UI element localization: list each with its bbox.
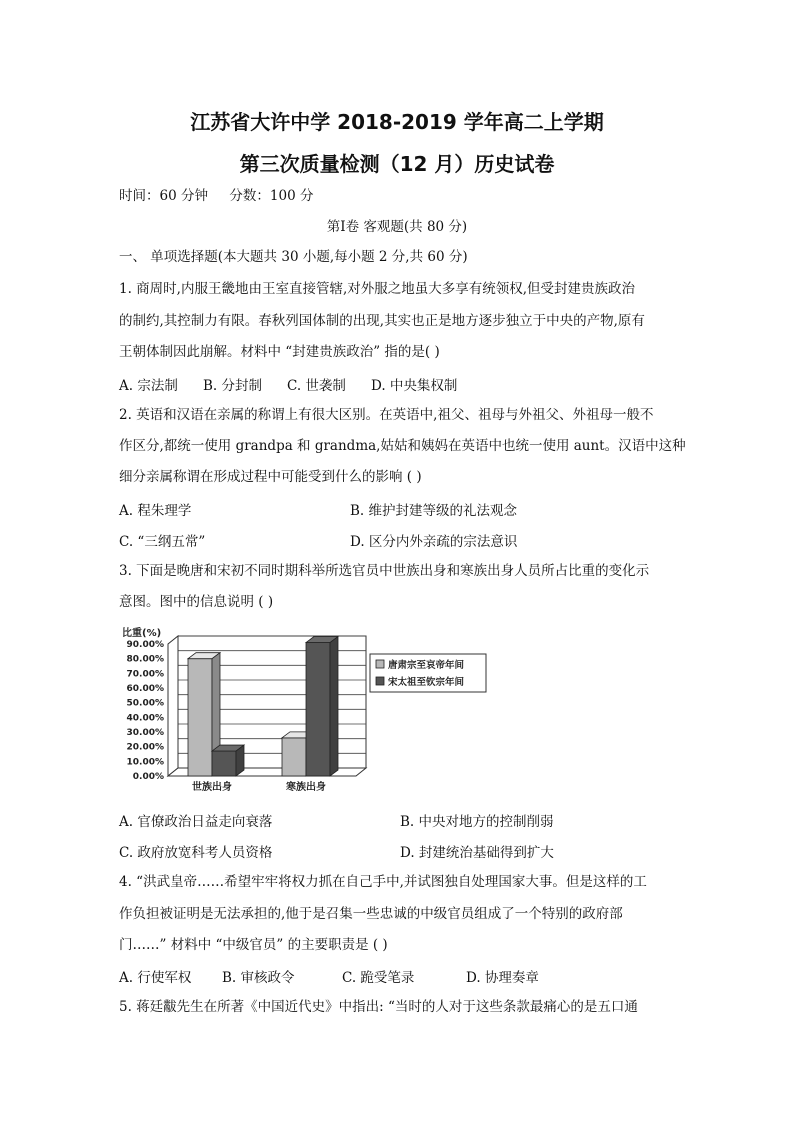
chart-y-tick-label: 60.00%: [126, 684, 164, 694]
chart-y-tick-label: 0.00%: [132, 772, 164, 782]
question-3-option-d[interactable]: D. 封建统治基础得到扩大: [400, 845, 554, 861]
question-1-line: 王朝体制因此崩解。材料中 “封建贵族政治” 指的是( ): [119, 344, 440, 360]
question-4-option-d[interactable]: D. 协理奏章: [466, 970, 539, 986]
chart-y-tick-label: 90.00%: [126, 640, 164, 650]
question-2-line: 细分亲属称谓在形成过程中可能受到什么的影响 ( ): [119, 469, 422, 485]
chart-legend-label: 唐肃宗至哀帝年间: [388, 660, 465, 671]
question-2-option-d[interactable]: D. 区分内外亲疏的宗法意识: [350, 534, 518, 550]
question-3-option-b[interactable]: B. 中央对地方的控制削弱: [400, 814, 554, 830]
chart-legend-swatch: [376, 677, 384, 685]
chart-y-tick-label: 20.00%: [126, 742, 164, 753]
question-4-option-a[interactable]: A. 行使军权: [119, 970, 192, 986]
question-3-line: 3. 下面是晚唐和宋初不同时期科举所选官员中世族出身和寒族出身人员所占比重的变化示: [119, 563, 650, 579]
chart-legend-label: 宋太祖至钦宗年间: [388, 677, 465, 688]
chart-y-tick-label: 10.00%: [126, 757, 164, 768]
part-heading: 一、 单项选择题(本大题共 30 小题,每小题 2 分,共 60 分): [119, 249, 468, 265]
question-4-line: 4. “洪武皇帝……希望牢牢将权力抓在自己手中,并试图独自处理国家大事。但是这样的工: [119, 874, 647, 890]
section-title: 第Ⅰ卷 客观题(共 80 分): [326, 219, 468, 235]
chart-y-tick-label: 70.00%: [126, 669, 164, 680]
chart-y-axis-label: 比重(%): [122, 628, 162, 639]
chart-side-wall: [168, 636, 178, 776]
chart-y-tick-label: 30.00%: [126, 728, 164, 738]
question-3-option-a[interactable]: A. 官僚政治日益走向衰落: [119, 814, 273, 830]
question-4-line: 作负担被证明是无法承担的,他于是召集一些忠诚的中级官员组成了一个特别的政府部: [119, 906, 623, 922]
chart-legend-swatch: [376, 660, 384, 668]
question-1-option-d[interactable]: D. 中央集权制: [371, 378, 458, 394]
question-3-option-c[interactable]: C. 政府放宽科考人员资格: [119, 845, 273, 861]
question-4-option-c[interactable]: C. 跪受笔录: [342, 970, 415, 986]
question-2-line: 作区分,都统一使用 grandpa 和 grandma,姑姑和姨妈在英语中也统一使用 aunt。汉语中这种: [119, 438, 686, 454]
question-1-option-c[interactable]: C. 世袭制: [287, 378, 346, 394]
question-3-chart: [118, 624, 498, 804]
question-2-option-b[interactable]: B. 维护封建等级的礼法观念: [350, 503, 518, 519]
exam-time-score: 时间：60 分钟 分数：100 分: [119, 188, 314, 204]
question-4-line: 门……” 材料中 “中级官员” 的主要职责是 ( ): [119, 937, 388, 953]
chart-x-tick-label: 世族出身: [192, 782, 232, 793]
chart-bar: [212, 745, 244, 776]
chart-y-tick-label: 50.00%: [126, 698, 164, 709]
chart-x-tick-label: 寒族出身: [286, 782, 326, 793]
question-2-line: 2. 英语和汉语在亲属的称谓上有很大区别。在英语中,祖父、祖母与外祖父、外祖母一般不: [119, 407, 654, 423]
question-1-option-a[interactable]: A. 宗法制: [119, 378, 178, 394]
exam-title-line2: 第三次质量检测（12 月）历史试卷: [239, 152, 555, 176]
chart-y-tick-label: 40.00%: [126, 713, 164, 724]
exam-title-line1: 江苏省大许中学 2018-2019 学年高二上学期: [190, 110, 604, 134]
chart-bar: [306, 637, 338, 776]
question-2-option-c[interactable]: C. “三纲五常”: [119, 534, 206, 550]
chart-y-tick-label: 80.00%: [126, 654, 164, 665]
question-2-option-a[interactable]: A. 程朱理学: [119, 503, 192, 519]
question-1-option-b[interactable]: B. 分封制: [203, 378, 263, 394]
question-1-line: 的制约,其控制力有限。春秋列国体制的出现,其实也正是地方逐步独立于中央的产物,原有: [119, 313, 645, 329]
question-3-line: 意图。图中的信息说明 ( ): [119, 594, 274, 610]
question-5-line: 5. 蒋廷黻先生在所著《中国近代史》中指出: “当时的人对于这些条款最痛心的是五口通: [119, 999, 638, 1015]
question-4-option-b[interactable]: B. 审核政令: [222, 970, 295, 986]
question-1-line: 1. 商周时,内服王畿地由王室直接管辖,对外服之地虽大多享有统领权,但受封建贵族政治: [119, 281, 636, 297]
